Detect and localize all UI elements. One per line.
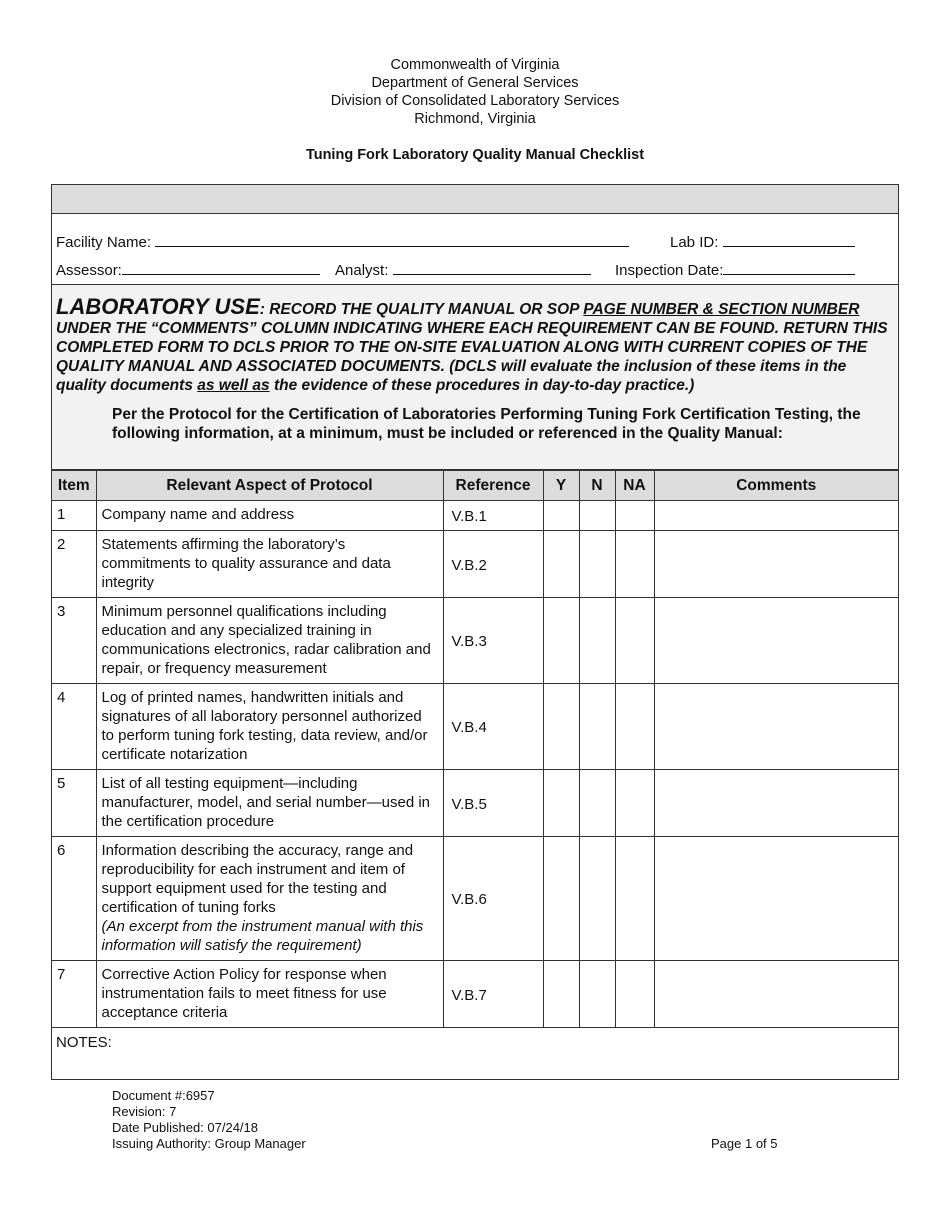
issuing-authority: Issuing Authority: Group Manager	[112, 1136, 306, 1151]
col-n-header: N	[579, 471, 615, 501]
aspect-text: Corrective Action Policy for response when instrumentation fails to meet fitness for use acceptance criteria	[96, 961, 443, 1028]
inspection-date-label: Inspection Date:	[615, 262, 724, 279]
y-cell[interactable]	[543, 837, 579, 961]
item-number: 3	[52, 598, 96, 684]
item-number: 6	[52, 837, 96, 961]
col-reference-header: Reference	[443, 471, 543, 501]
instructions-block	[52, 285, 898, 470]
document-number: Document #:6957	[112, 1088, 215, 1103]
protocol-statement: Per the Protocol for the Certification of Laboratories Performing Tuning Fork Certification Testing, the following information, at a minimum, must be included or referenced in the Quality Manual:	[112, 406, 861, 442]
table-row	[52, 598, 898, 684]
y-cell[interactable]	[543, 598, 579, 684]
col-aspect-header: Relevant Aspect of Protocol	[96, 471, 443, 501]
na-cell[interactable]	[615, 531, 654, 598]
table-row	[52, 531, 898, 598]
header-line-2: Department of General Services	[371, 75, 579, 91]
facility-name-label: Facility Name:	[56, 234, 152, 251]
comments-cell[interactable]	[654, 961, 898, 1028]
reference: V.B.3	[443, 598, 543, 684]
y-cell[interactable]	[543, 531, 579, 598]
info-fields	[52, 214, 898, 285]
header-line-1: Commonwealth of Virginia	[390, 57, 560, 73]
comments-cell[interactable]	[654, 501, 898, 531]
assessor-label: Assessor:	[56, 262, 122, 279]
instructions-part-1: : RECORD THE QUALITY MANUAL OR SOP	[259, 301, 584, 318]
aspect-text: Log of printed names, handwritten initials and signatures of all laboratory personnel authorized to perform tuning fork testing, data review, and/or certificate notarization	[96, 684, 443, 770]
laboratory-use-lead: LABORATORY USE	[56, 294, 260, 319]
lab-id-field[interactable]	[670, 232, 855, 251]
date-published: Date Published: 07/24/18	[112, 1120, 258, 1135]
reference: V.B.2	[443, 531, 543, 598]
item-number: 4	[52, 684, 96, 770]
table-row	[52, 837, 898, 961]
n-cell[interactable]	[579, 598, 615, 684]
table-row	[52, 770, 898, 837]
checklist-form	[51, 184, 899, 1080]
aspect-text: List of all testing equipment—including manufacturer, model, and serial number—used in the certification procedure	[96, 770, 443, 837]
n-cell[interactable]	[579, 501, 615, 531]
col-item-header: Item	[52, 471, 96, 501]
assessor-line[interactable]	[122, 260, 320, 275]
comments-cell[interactable]	[654, 598, 898, 684]
y-cell[interactable]	[543, 770, 579, 837]
analyst-field[interactable]	[335, 260, 591, 279]
col-y-header: Y	[543, 471, 579, 501]
na-cell[interactable]	[615, 961, 654, 1028]
analyst-label: Analyst:	[335, 262, 389, 279]
instructions-part-2: UNDER THE “COMMENTS” COLUMN INDICATING WHERE EACH REQUIREMENT CAN BE FOUND. RETURN THIS COMPLETED FORM TO DCLS PRIOR TO THE ON-SITE EVALUATION ALONG WITH CURRENT COPIES OF THE QUALITY MANUAL AND ASSOCIATED DOCUMENTS. (DCLS will evaluate the inclusion of these items in the quality documents	[56, 320, 888, 394]
n-cell[interactable]	[579, 837, 615, 961]
revision: Revision: 7	[112, 1104, 177, 1119]
instructions-underlined: PAGE NUMBER & SECTION NUMBER	[583, 301, 860, 318]
item-number: 2	[52, 531, 96, 598]
aspect-text: Statements affirming the laboratory’s commitments to quality assurance and data integrity	[96, 531, 443, 598]
col-na-header: NA	[615, 471, 654, 501]
table-header-row	[52, 471, 898, 501]
aspect-text: Minimum personnel qualifications including education and any specialized training in communications electronics, radar calibration and repair, or frequency measurement	[96, 598, 443, 684]
item-number: 7	[52, 961, 96, 1028]
na-cell[interactable]	[615, 770, 654, 837]
aspect-text: Information describing the accuracy, range and reproducibility for each instrument and item of support equipment used for the testing and certification of tuning forks	[101, 842, 414, 916]
reference: V.B.4	[443, 684, 543, 770]
inspection-date-line[interactable]	[723, 260, 855, 275]
reference: V.B.1	[443, 501, 543, 531]
n-cell[interactable]	[579, 531, 615, 598]
facility-name-field[interactable]	[56, 232, 629, 251]
document-footer	[112, 1088, 306, 1152]
n-cell[interactable]	[579, 770, 615, 837]
na-cell[interactable]	[615, 598, 654, 684]
na-cell[interactable]	[615, 837, 654, 961]
assessor-field[interactable]	[56, 260, 320, 279]
y-cell[interactable]	[543, 961, 579, 1028]
laboratory-use-instructions	[56, 294, 893, 395]
comments-cell[interactable]	[654, 531, 898, 598]
reference: V.B.6	[443, 837, 543, 961]
comments-cell[interactable]	[654, 684, 898, 770]
reference: V.B.7	[443, 961, 543, 1028]
gray-band	[52, 185, 898, 214]
y-cell[interactable]	[543, 501, 579, 531]
col-comments-header: Comments	[654, 471, 898, 501]
notes-label: NOTES:	[56, 1034, 112, 1051]
table-row	[52, 684, 898, 770]
table-row	[52, 961, 898, 1028]
comments-cell[interactable]	[654, 770, 898, 837]
lab-id-label: Lab ID:	[670, 234, 719, 251]
analyst-line[interactable]	[393, 260, 591, 275]
na-cell[interactable]	[615, 684, 654, 770]
n-cell[interactable]	[579, 961, 615, 1028]
item-number: 5	[52, 770, 96, 837]
page-number: Page 1 of 5	[711, 1136, 778, 1151]
checklist-table	[52, 470, 898, 1028]
aspect-text: Company name and address	[96, 501, 443, 531]
aspect-note: (An excerpt from the instrument manual with this information will satisfy the requirement)	[101, 918, 424, 954]
facility-name-line[interactable]	[155, 232, 629, 247]
comments-cell[interactable]	[654, 837, 898, 961]
item-number: 1	[52, 501, 96, 531]
aspect-cell	[96, 837, 443, 961]
table-row	[52, 501, 898, 531]
lab-id-line[interactable]	[723, 232, 855, 247]
n-cell[interactable]	[579, 684, 615, 770]
document-header	[0, 56, 950, 164]
instructions-underlined-2: as well as	[197, 377, 270, 394]
document-title: Tuning Fork Laboratory Quality Manual Checklist	[305, 147, 645, 163]
inspection-date-field[interactable]	[615, 260, 855, 279]
reference: V.B.5	[443, 770, 543, 837]
header-line-3: Division of Consolidated Laboratory Services	[330, 93, 620, 109]
header-line-4: Richmond, Virginia	[414, 111, 536, 127]
notes-section[interactable]	[52, 1028, 898, 1057]
instructions-part-3: the evidence of these procedures in day-to-day practice.)	[269, 377, 695, 394]
y-cell[interactable]	[543, 684, 579, 770]
na-cell[interactable]	[615, 501, 654, 531]
